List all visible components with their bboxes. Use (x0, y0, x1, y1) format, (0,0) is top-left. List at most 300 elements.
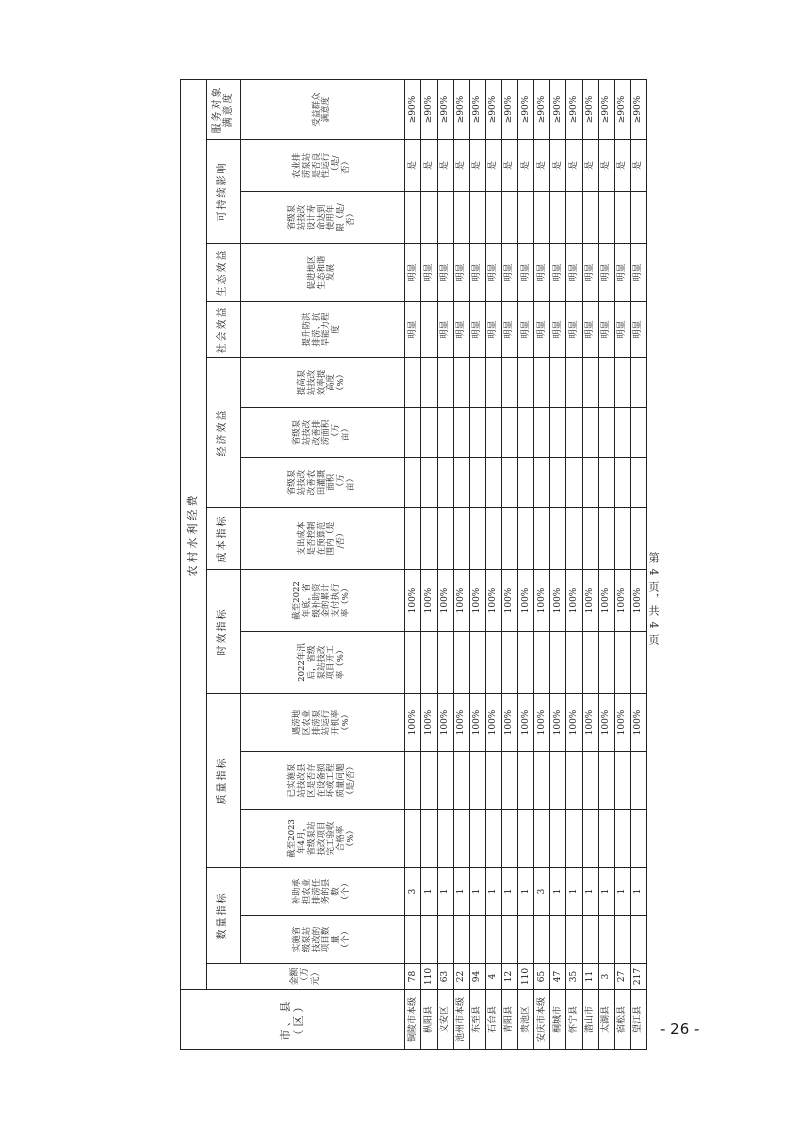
table-cell-c11 (614, 358, 630, 408)
table-cell-c15: 是 (582, 140, 598, 192)
table-cell-amount: 12 (502, 964, 518, 990)
table-cell-c9 (485, 458, 501, 508)
page-note: 第 4 页，共 4 页 (647, 552, 660, 646)
table-cell-c9 (582, 458, 598, 508)
table-cell-c4 (582, 752, 598, 810)
table-cell-c13: 明显 (453, 244, 469, 302)
table-row (518, 79, 534, 1049)
table-cell-c11 (518, 358, 534, 408)
table-cell-c16: ≥90% (405, 79, 421, 139)
table-cell-c8 (469, 508, 485, 570)
table-cell-region: 怀宁县 (566, 990, 582, 1050)
table-cell-c5: 100% (518, 694, 534, 752)
table-cell-c7: 100% (598, 570, 614, 632)
table-cell-c3 (614, 810, 630, 868)
table-cell-c5: 100% (582, 694, 598, 752)
table-cell-c11 (405, 358, 421, 408)
table-cell-c6 (566, 632, 582, 694)
table-cell-c3 (534, 810, 550, 868)
table-cell-c7: 100% (518, 570, 534, 632)
amount-header: 金额 （万 元） (206, 964, 405, 990)
table-cell-c6 (469, 632, 485, 694)
table-cell-c10 (469, 408, 485, 458)
sub-header: 实施省 级泵站 技改的 项目数 量 （个） (240, 916, 405, 964)
table-cell-c10 (437, 408, 453, 458)
table-cell-c3 (502, 810, 518, 868)
table-cell-c9 (453, 458, 469, 508)
table-cell-c3 (582, 810, 598, 868)
table-cell-region: 石台县 (485, 990, 501, 1050)
table-cell-amount: 4 (485, 964, 501, 990)
table-cell-c6 (421, 632, 437, 694)
table-cell-c9 (502, 458, 518, 508)
page-number: - 26 - (660, 1020, 700, 1038)
table-cell-c8 (582, 508, 598, 570)
table-cell-c9 (421, 458, 437, 508)
table-cell-c16: ≥90% (469, 79, 485, 139)
table-cell-c4 (614, 752, 630, 810)
table-row (437, 79, 453, 1049)
table-cell-c14 (614, 192, 630, 244)
table-cell-c8 (405, 508, 421, 570)
table-row (566, 79, 582, 1049)
table-cell-c6 (582, 632, 598, 694)
table-row (469, 79, 485, 1049)
table-cell-c3 (630, 810, 646, 868)
table-cell-c9 (598, 458, 614, 508)
table-cell-c10 (534, 408, 550, 458)
table-row (598, 79, 614, 1049)
table-cell-c15: 是 (421, 140, 437, 192)
table-cell-c2: 1 (469, 868, 485, 916)
table-cell-region: 潜山市 (582, 990, 598, 1050)
table-cell-c8 (534, 508, 550, 570)
table-cell-c13: 明显 (518, 244, 534, 302)
table-cell-c5: 100% (485, 694, 501, 752)
table-cell-c1 (614, 916, 630, 964)
table-cell-c6 (534, 632, 550, 694)
table-cell-c4 (405, 752, 421, 810)
table-cell-c9 (518, 458, 534, 508)
table-cell-c8 (518, 508, 534, 570)
table-cell-region: 桐城市 (550, 990, 566, 1050)
table-cell-c8 (437, 508, 453, 570)
table-cell-c5: 100% (421, 694, 437, 752)
table-cell-c2: 1 (421, 868, 437, 916)
table-cell-c2: 1 (437, 868, 453, 916)
table-cell-c7: 100% (437, 570, 453, 632)
table-cell-c7: 100% (534, 570, 550, 632)
table-cell-c11 (502, 358, 518, 408)
table-cell-c15: 是 (566, 140, 582, 192)
table-cell-c5: 100% (405, 694, 421, 752)
table-cell-c15: 是 (598, 140, 614, 192)
table-cell-c12 (421, 302, 437, 358)
table-cell-c15: 是 (469, 140, 485, 192)
table-cell-c14 (421, 192, 437, 244)
table-cell-region: 太湖县 (598, 990, 614, 1050)
table-cell-c1 (437, 916, 453, 964)
table-cell-amount: 65 (534, 964, 550, 990)
table-cell-c2: 3 (405, 868, 421, 916)
table-cell-c2: 1 (453, 868, 469, 916)
table-cell-c5: 100% (534, 694, 550, 752)
table-cell-amount: 63 (437, 964, 453, 990)
table-cell-region: 宿松县 (614, 990, 630, 1050)
table-cell-amount: 110 (518, 964, 534, 990)
table-cell-c1 (550, 916, 566, 964)
table-cell-amount: 22 (453, 964, 469, 990)
group-sustainability: 可持续影响 (206, 140, 240, 244)
table-cell-region: 安庆市本级 (534, 990, 550, 1050)
sub-header: 已实施泵 站技改县 区是否存 在设备损 坏或工程 质量问题 （是/否） (240, 752, 405, 810)
table-cell-c16: ≥90% (518, 79, 534, 139)
table-cell-c11 (630, 358, 646, 408)
table-cell-c12: 明显 (630, 302, 646, 358)
group-satisfaction: 服务对象 满意度 (206, 79, 240, 139)
table-cell-region: 义安区 (437, 990, 453, 1050)
table-cell-c8 (485, 508, 501, 570)
table-cell-c1 (453, 916, 469, 964)
table-cell-c12: 明显 (485, 302, 501, 358)
sub-header: 促进地区 生态和谐 发展 (240, 244, 405, 302)
table-cell-c4 (469, 752, 485, 810)
sub-header: 农业排 涝泵站 是否良 性运行 （是/ 否） (240, 140, 405, 192)
table-cell-c5: 100% (469, 694, 485, 752)
table-cell-c14 (453, 192, 469, 244)
table-cell-c13: 明显 (598, 244, 614, 302)
table-cell-c12: 明显 (469, 302, 485, 358)
sub-header: 提升防洪 排涝、抗 旱能力程 度 (240, 302, 405, 358)
table-cell-c3 (469, 810, 485, 868)
table-cell-c1 (405, 916, 421, 964)
table-cell-c12: 明显 (453, 302, 469, 358)
table-row (534, 79, 550, 1049)
table-cell-c4 (421, 752, 437, 810)
table-cell-c12: 明显 (502, 302, 518, 358)
table-cell-c15: 是 (534, 140, 550, 192)
group-economic: 经济效益 (206, 358, 240, 508)
table-cell-amount: 47 (550, 964, 566, 990)
table-cell-c6 (485, 632, 501, 694)
table-cell-c9 (534, 458, 550, 508)
table-cell-c8 (453, 508, 469, 570)
table-cell-c6 (453, 632, 469, 694)
table-cell-c13: 明显 (485, 244, 501, 302)
table-cell-c1 (469, 916, 485, 964)
table-cell-c4 (598, 752, 614, 810)
table-cell-c8 (502, 508, 518, 570)
table-cell-c6 (598, 632, 614, 694)
group-ecological: 生态效益 (206, 244, 240, 302)
table-cell-c10 (582, 408, 598, 458)
sub-header: 截至2023 年4月， 省级泵站 技改项目 完工验收 合格率 （%） (240, 810, 405, 868)
table-cell-c12: 明显 (550, 302, 566, 358)
table-cell-amount: 94 (469, 964, 485, 990)
table-cell-c8 (550, 508, 566, 570)
table-cell-c16: ≥90% (485, 79, 501, 139)
table-row (421, 79, 437, 1049)
table-cell-amount: 110 (421, 964, 437, 990)
table-cell-c10 (453, 408, 469, 458)
table-cell-c14 (630, 192, 646, 244)
sub-header: 补助承 担农业 排涝任 务的县 数 （个） (240, 868, 405, 916)
table-cell-c10 (566, 408, 582, 458)
table-cell-c9 (614, 458, 630, 508)
table-cell-c3 (566, 810, 582, 868)
table-cell-c1 (421, 916, 437, 964)
table-cell-c11 (566, 358, 582, 408)
table-cell-c5: 100% (614, 694, 630, 752)
table-cell-c12: 明显 (437, 302, 453, 358)
table-cell-c16: ≥90% (421, 79, 437, 139)
table-row (614, 79, 630, 1049)
table-cell-c14 (437, 192, 453, 244)
table-cell-c1 (630, 916, 646, 964)
table-cell-c7: 100% (582, 570, 598, 632)
table-cell-c15: 是 (550, 140, 566, 192)
table-cell-c1 (534, 916, 550, 964)
table-row (582, 79, 598, 1049)
table-cell-c13: 明显 (566, 244, 582, 302)
table-cell-c13: 明显 (469, 244, 485, 302)
table-cell-c7: 100% (405, 570, 421, 632)
table-cell-c4 (534, 752, 550, 810)
table-cell-c2: 1 (598, 868, 614, 916)
table-cell-c2: 1 (566, 868, 582, 916)
table-cell-c2: 1 (630, 868, 646, 916)
table-cell-c14 (502, 192, 518, 244)
table-cell-c12: 明显 (614, 302, 630, 358)
table-cell-c13: 明显 (550, 244, 566, 302)
table-cell-c3 (421, 810, 437, 868)
table-cell-c16: ≥90% (630, 79, 646, 139)
table-cell-c7: 100% (630, 570, 646, 632)
sub-header: 省级泵 站技改 设计寿 命达到 使用年 限（是/ 否） (240, 192, 405, 244)
table-cell-c1 (518, 916, 534, 964)
table-cell-c7: 100% (614, 570, 630, 632)
table-cell-c2: 1 (614, 868, 630, 916)
table-cell-amount: 3 (598, 964, 614, 990)
table-cell-c15: 是 (630, 140, 646, 192)
table-cell-c16: ≥90% (534, 79, 550, 139)
table-cell-c14 (485, 192, 501, 244)
group-quantity: 数量指标 (206, 868, 240, 964)
table-cell-c1 (502, 916, 518, 964)
table-cell-c8 (421, 508, 437, 570)
table-cell-c3 (437, 810, 453, 868)
table-cell-c9 (550, 458, 566, 508)
rotated-table-wrapper (180, 85, 647, 1050)
sub-header: 2022年汛 后，省级 泵站技改 项目开工 率（%） (240, 632, 405, 694)
table-cell-c7: 100% (502, 570, 518, 632)
table-row (502, 79, 518, 1049)
table-cell-c9 (405, 458, 421, 508)
table-cell-c2: 1 (582, 868, 598, 916)
table-cell-c3 (405, 810, 421, 868)
table-cell-c15: 是 (437, 140, 453, 192)
table-cell-c10 (550, 408, 566, 458)
table-cell-c4 (453, 752, 469, 810)
table-cell-c4 (550, 752, 566, 810)
table-cell-c4 (566, 752, 582, 810)
sub-header: 提高泵 站技改 效率提 高度 （%） (240, 358, 405, 408)
main-title: 农村水利经费 (181, 79, 207, 989)
table-cell-c10 (405, 408, 421, 458)
table-cell-c3 (485, 810, 501, 868)
table-cell-c12: 明显 (405, 302, 421, 358)
table-cell-c4 (502, 752, 518, 810)
table-cell-amount: 217 (630, 964, 646, 990)
table-cell-c9 (437, 458, 453, 508)
table-cell-c13: 明显 (405, 244, 421, 302)
table-cell-c10 (502, 408, 518, 458)
table-cell-c7: 100% (566, 570, 582, 632)
table-cell-amount: 78 (405, 964, 421, 990)
table-cell-c1 (566, 916, 582, 964)
table-cell-c5: 100% (598, 694, 614, 752)
table-cell-amount: 27 (614, 964, 630, 990)
performance-table (180, 79, 647, 1050)
table-cell-c10 (614, 408, 630, 458)
table-cell-c6 (550, 632, 566, 694)
table-cell-c12: 明显 (582, 302, 598, 358)
table-cell-c5: 100% (437, 694, 453, 752)
group-social: 社会效益 (206, 302, 240, 358)
table-cell-c11 (582, 358, 598, 408)
table-row (405, 79, 421, 1049)
table-cell-c6 (614, 632, 630, 694)
table-cell-c14 (598, 192, 614, 244)
table-cell-c13: 明显 (437, 244, 453, 302)
table-cell-c3 (598, 810, 614, 868)
table-cell-region: 池州市本级 (453, 990, 469, 1050)
table-cell-c16: ≥90% (598, 79, 614, 139)
table-cell-c13: 明显 (421, 244, 437, 302)
table-cell-region: 青阳县 (502, 990, 518, 1050)
table-cell-region: 东至县 (469, 990, 485, 1050)
table-cell-region: 铜陵市本级 (405, 990, 421, 1050)
table-cell-c1 (582, 916, 598, 964)
table-cell-c3 (518, 810, 534, 868)
table-cell-c5: 100% (566, 694, 582, 752)
table-cell-c11 (598, 358, 614, 408)
sub-header: 支出成本 是否控制 在预算范 围内（是 /否） (240, 508, 405, 570)
table-cell-c6 (437, 632, 453, 694)
table-cell-c14 (582, 192, 598, 244)
table-cell-c7: 100% (469, 570, 485, 632)
table-cell-c10 (598, 408, 614, 458)
table-cell-c14 (550, 192, 566, 244)
table-cell-c16: ≥90% (582, 79, 598, 139)
table-cell-c10 (518, 408, 534, 458)
table-cell-c5: 100% (630, 694, 646, 752)
table-cell-c15: 是 (453, 140, 469, 192)
table-cell-region: 枞阳县 (421, 990, 437, 1050)
table-cell-c12: 明显 (566, 302, 582, 358)
table-cell-c2: 1 (550, 868, 566, 916)
table-cell-c13: 明显 (630, 244, 646, 302)
table-cell-c10 (630, 408, 646, 458)
table-cell-c15: 是 (405, 140, 421, 192)
table-cell-amount: 35 (566, 964, 582, 990)
table-cell-c11 (485, 358, 501, 408)
table-cell-c8 (614, 508, 630, 570)
table-body (405, 79, 647, 1049)
table-cell-c2: 3 (534, 868, 550, 916)
table-cell-c7: 100% (421, 570, 437, 632)
table-cell-c13: 明显 (534, 244, 550, 302)
table-cell-c11 (437, 358, 453, 408)
table-cell-c13: 明显 (582, 244, 598, 302)
table-row (550, 79, 566, 1049)
table-cell-c1 (485, 916, 501, 964)
sub-header: 截至2022 年底，省 级补助资 金的累计 支付执行 率（%） (240, 570, 405, 632)
table-cell-c14 (534, 192, 550, 244)
table-cell-c4 (485, 752, 501, 810)
table-cell-c11 (550, 358, 566, 408)
table-cell-c5: 100% (453, 694, 469, 752)
table-cell-c11 (469, 358, 485, 408)
table-cell-c12: 明显 (518, 302, 534, 358)
table-cell-c11 (453, 358, 469, 408)
table-cell-c10 (421, 408, 437, 458)
table-cell-c16: ≥90% (614, 79, 630, 139)
table-cell-c16: ≥90% (550, 79, 566, 139)
table-cell-region: 贵池区 (518, 990, 534, 1050)
table-cell-c6 (502, 632, 518, 694)
table-cell-c8 (566, 508, 582, 570)
table-cell-c2: 1 (502, 868, 518, 916)
group-cost: 成本指标 (206, 508, 240, 570)
table-cell-c16: ≥90% (437, 79, 453, 139)
table-cell-c16: ≥90% (502, 79, 518, 139)
table-cell-c1 (598, 916, 614, 964)
table-cell-c12: 明显 (598, 302, 614, 358)
table-cell-c14 (518, 192, 534, 244)
region-header: 市、县（区） (181, 990, 405, 1050)
table-cell-c3 (453, 810, 469, 868)
table-cell-c11 (534, 358, 550, 408)
table-cell-c14 (405, 192, 421, 244)
sub-header: 受益群众 满意度 (240, 79, 405, 139)
table-cell-c10 (485, 408, 501, 458)
table-cell-c4 (630, 752, 646, 810)
table-cell-c15: 是 (614, 140, 630, 192)
table-cell-c13: 明显 (502, 244, 518, 302)
table-cell-c16: ≥90% (453, 79, 469, 139)
table-cell-c9 (469, 458, 485, 508)
table-cell-c3 (550, 810, 566, 868)
table-cell-amount: 11 (582, 964, 598, 990)
table-cell-c4 (518, 752, 534, 810)
table-cell-c15: 是 (518, 140, 534, 192)
table-row (485, 79, 501, 1049)
table-cell-c11 (421, 358, 437, 408)
table-cell-c4 (437, 752, 453, 810)
table-cell-c7: 100% (550, 570, 566, 632)
table-cell-c8 (598, 508, 614, 570)
group-quality: 质量指标 (206, 694, 240, 868)
table-cell-c7: 100% (453, 570, 469, 632)
sub-header: 省级泵 站技改 改善排 涝面积 （万 亩） (240, 408, 405, 458)
table-cell-c15: 是 (485, 140, 501, 192)
table-cell-c14 (566, 192, 582, 244)
table-cell-c2: 1 (518, 868, 534, 916)
table-cell-region: 望江县 (630, 990, 646, 1050)
table-cell-c2: 1 (485, 868, 501, 916)
table-cell-c13: 明显 (614, 244, 630, 302)
